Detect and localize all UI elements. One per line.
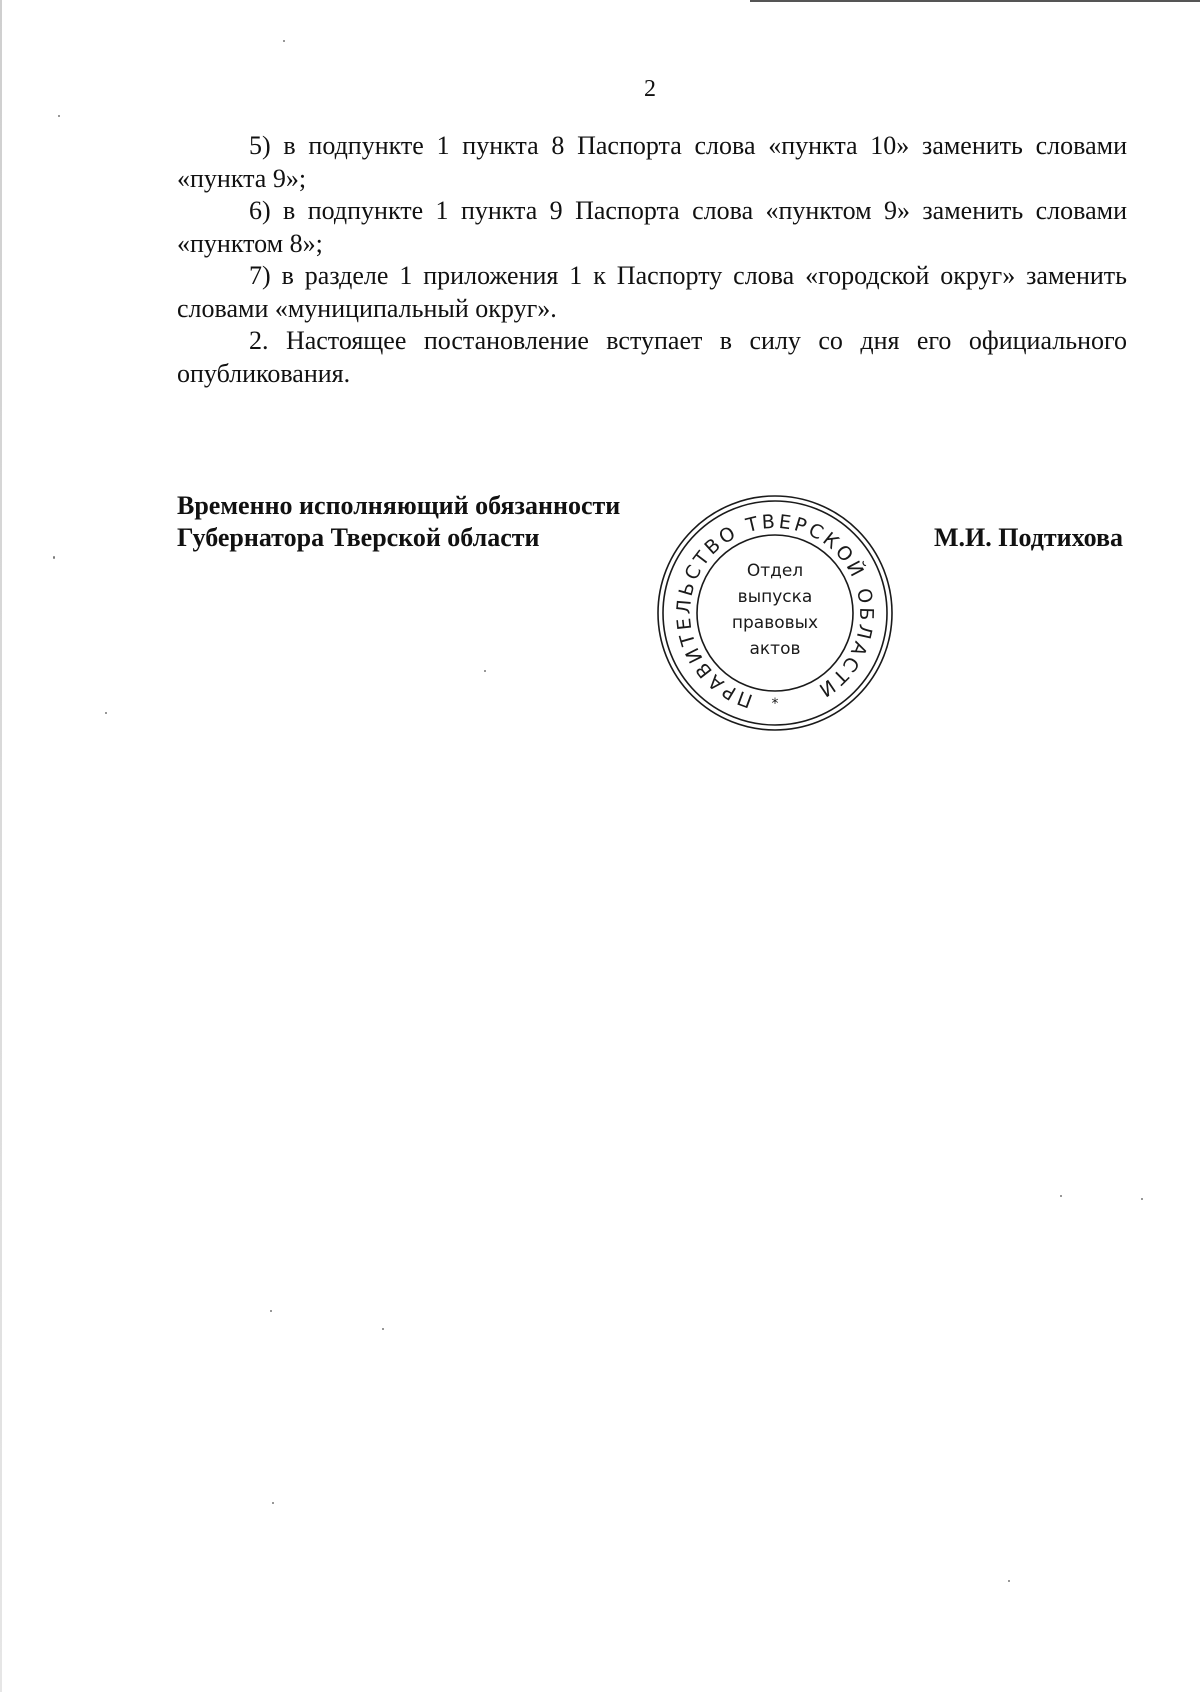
- scan-speck: [272, 1502, 274, 1504]
- document-body: [177, 130, 1127, 390]
- scan-speck: [270, 1310, 272, 1312]
- scan-speck: [105, 712, 107, 714]
- paragraph-item-5: 5) в подпункте 1 пункта 8 Паспорта слова «пункта 10» заменить словами «пункта 9»;: [177, 131, 1127, 193]
- stamp-center-line-4: актов: [749, 639, 801, 659]
- signatory-position: [177, 490, 620, 554]
- signature-block: [177, 490, 1127, 570]
- signatory-position-line2: Губернатора Тверской области: [177, 523, 540, 552]
- paragraph-item-6: 6) в подпункте 1 пункта 9 Паспорта слова «пунктом 9» заменить словами «пунктом 8»;: [177, 196, 1127, 258]
- scan-speck: [1141, 1198, 1143, 1200]
- official-seal-stamp: [655, 493, 895, 733]
- scan-edge-left: [0, 0, 2, 1692]
- signatory-name: М.И. Подтихова: [933, 523, 1123, 552]
- scan-speck: [1060, 1195, 1062, 1197]
- paragraph-clause-2: 2. Настоящее постановление вступает в силу со дня его официального опубликования.: [177, 326, 1127, 388]
- scan-speck: [484, 670, 486, 672]
- stamp-ring-text-path: ПРАВИТЕЛЬСТВО ТВЕРСКОЙ ОБЛАСТИ: [672, 510, 878, 712]
- scan-speck: [382, 1328, 384, 1330]
- stamp-center-line-3: правовых: [731, 613, 819, 633]
- scan-speck: [53, 556, 55, 559]
- paragraph-item-7: 7) в разделе 1 приложения 1 к Паспорту слова «городской округ» заменить словами «муниципальный округ».: [177, 261, 1127, 323]
- page-number: 2: [644, 76, 656, 102]
- scan-edge-top: [750, 0, 1200, 2]
- stamp-ring-text: [673, 511, 878, 712]
- scan-speck: [1008, 1580, 1010, 1582]
- stamp-bottom-star-mark: *: [771, 696, 779, 712]
- scan-speck: [58, 115, 60, 117]
- stamp-center-line-2: выпуска: [737, 587, 813, 607]
- stamp-center-line-1: Отдел: [746, 561, 804, 581]
- scan-speck: [283, 40, 285, 42]
- signatory-position-line1: Временно исполняющий обязанности: [177, 491, 621, 520]
